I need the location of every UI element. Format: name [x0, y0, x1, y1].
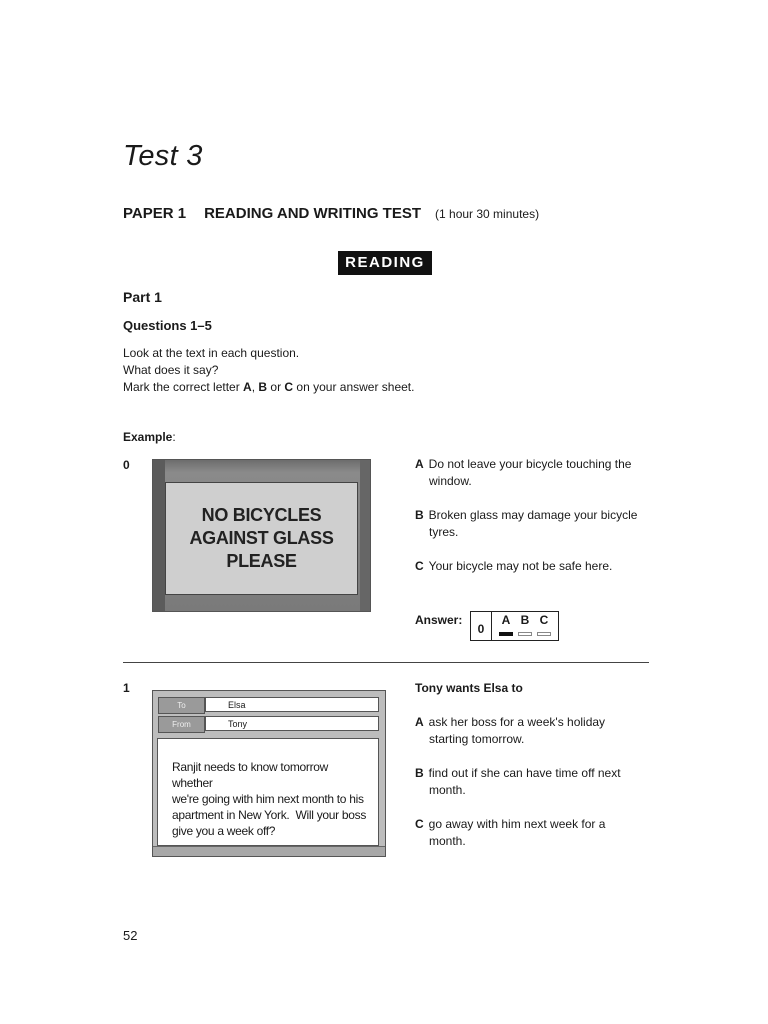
sign-board [165, 482, 358, 595]
answer-letter-a: A [501, 613, 511, 627]
email-window [152, 690, 386, 857]
divider [123, 662, 649, 663]
section-banner: READING [338, 251, 432, 275]
example-option-c: C Your bicycle may not be safe here. [415, 559, 613, 573]
sign-text-line: NO BICYCLES [201, 505, 322, 525]
answer-letter-b: B [520, 613, 530, 627]
page-number: 52 [123, 928, 138, 943]
q1-option-c: C go away with him next week for a month. [415, 817, 606, 848]
questions-range: Questions 1–5 [123, 318, 212, 333]
example-number: 0 [123, 458, 130, 472]
answer-box [470, 611, 559, 641]
sign-text-line: AGAINST GLASS [189, 528, 334, 548]
paper-heading [123, 205, 539, 222]
q1-option-a: A ask her boss for a week's holiday starting tomorrow. [415, 715, 606, 746]
instructions [123, 345, 414, 396]
answer-number: 0 [471, 612, 492, 640]
email-body-line: give you a week off? [172, 824, 276, 838]
example-option-a: A Do not leave your bicycle touching the window. [415, 457, 632, 488]
email-body [157, 738, 379, 846]
example-label: Example: [123, 430, 176, 444]
instruction-line: Look at the text in each question. [123, 346, 300, 360]
instruction-line: Mark the correct letter A, B or C on your answer sheet. [123, 380, 415, 394]
email-body-line: we're going with him next month to his [172, 792, 364, 806]
question-stem: Tony wants Elsa to [415, 681, 523, 695]
answer-mark-a [499, 632, 513, 636]
paper-duration: (1 hour 30 minutes) [435, 207, 540, 221]
sign-photo [152, 459, 371, 612]
answer-mark-b [518, 632, 532, 636]
email-to-label: To [158, 697, 205, 714]
paper-title: READING AND WRITING TEST [204, 205, 422, 222]
email-from-field: Tony [205, 716, 379, 731]
example-option-b: B Broken glass may damage your bicycle tyres. [415, 508, 638, 539]
email-body-line: Ranjit needs to know tomorrow whether [172, 760, 329, 790]
paper-name: PAPER 1 [123, 205, 187, 222]
email-to-field: Elsa [205, 697, 379, 712]
test-title: Test 3 [123, 140, 203, 172]
part-title: Part 1 [123, 289, 162, 305]
instruction-line: What does it say? [123, 363, 219, 377]
answer-letter-c: C [539, 613, 549, 627]
email-body-line: apartment in New York. Will your boss [172, 808, 367, 822]
answer-label: Answer: [415, 613, 463, 627]
question-number: 1 [123, 681, 130, 695]
answer-mark-c [537, 632, 551, 636]
sign-text-line: PLEASE [226, 551, 297, 571]
q1-option-b: B find out if she can have time off next month. [415, 766, 621, 797]
email-from-label: From [158, 716, 205, 733]
